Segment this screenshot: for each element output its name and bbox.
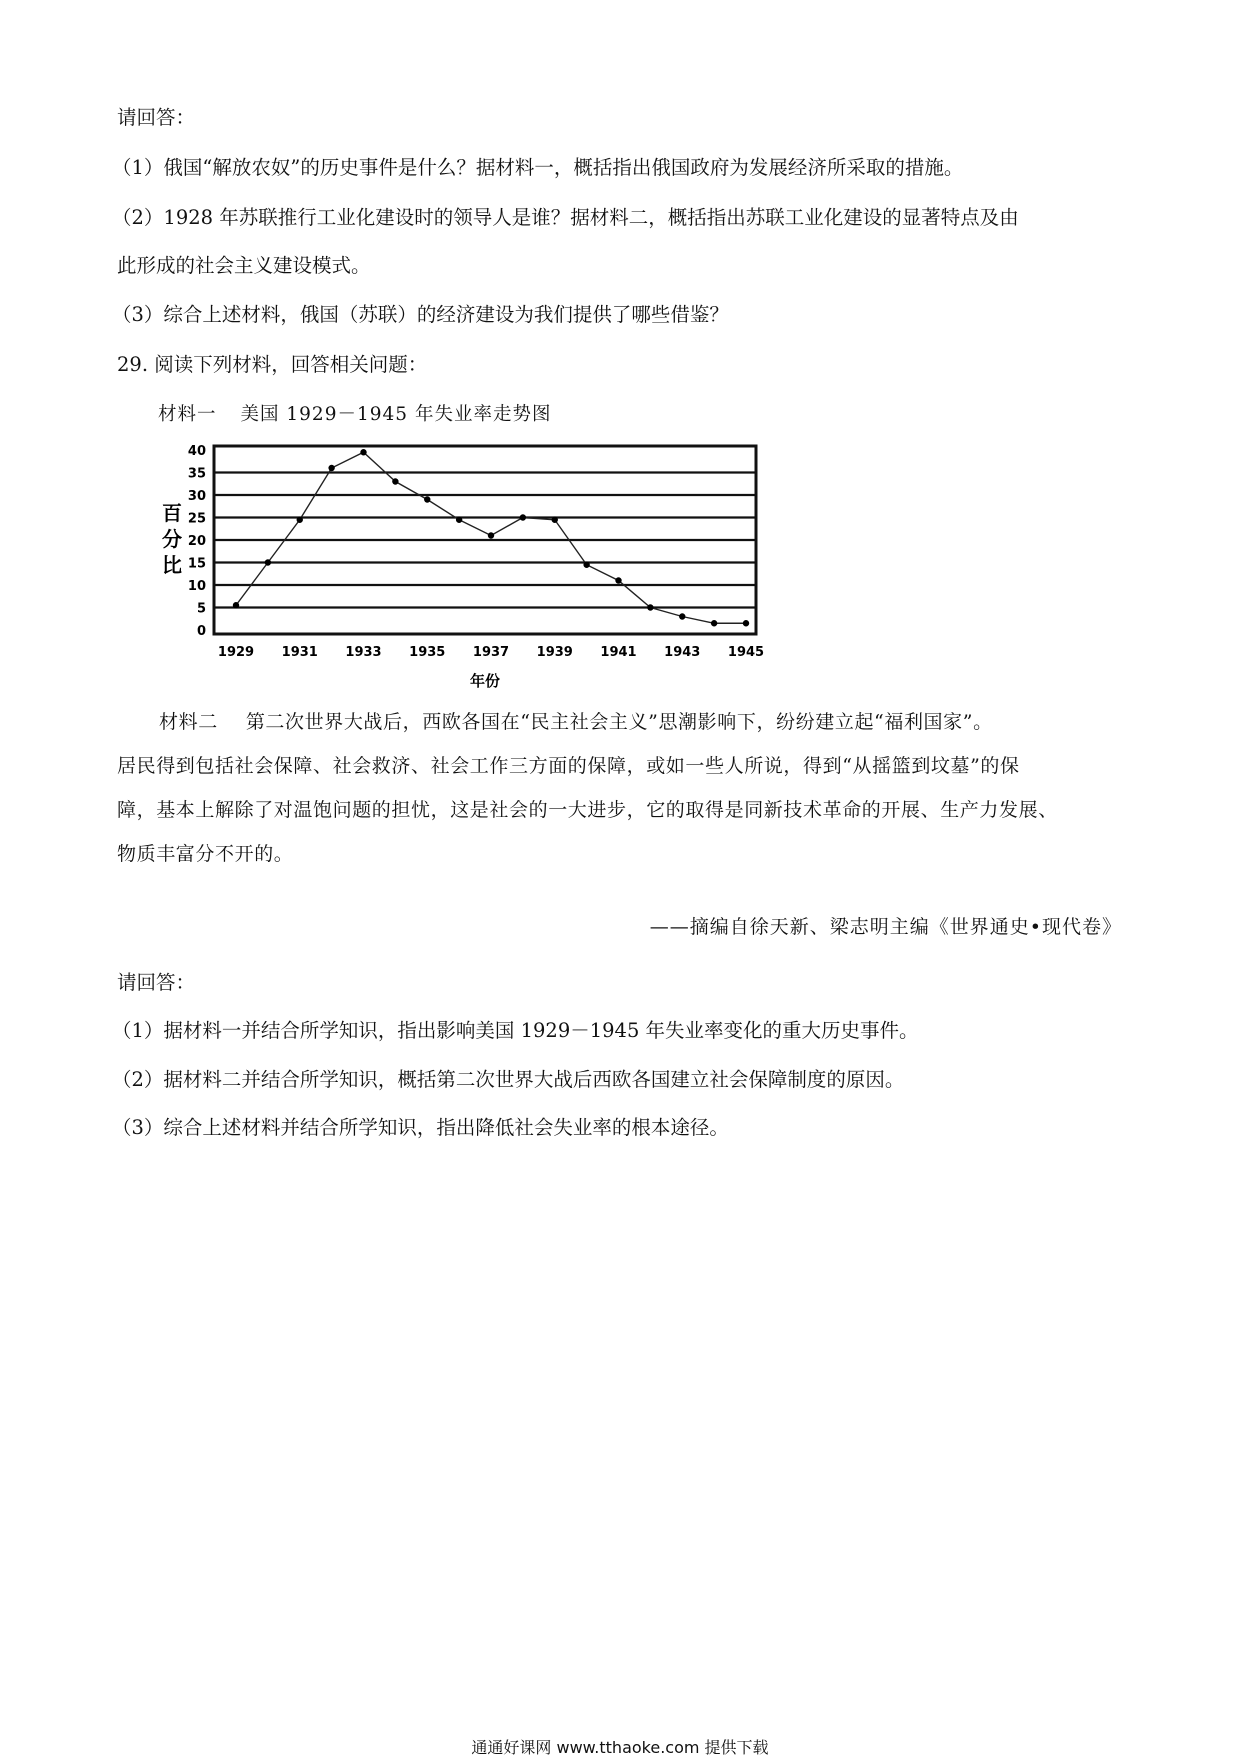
data-point <box>233 602 239 608</box>
question-29-1: （1）据材料一并结合所学知识，指出影响美国 1929－1945 年失业率变化的重大历史事件。 <box>112 1019 919 1042</box>
chart-grid <box>214 473 756 608</box>
material-2-line-3: 障，基本上解除了对温饱问题的担忧，这是社会的一大进步，它的取得是同新技术革命的开展、生产力发展、 <box>117 799 1058 821</box>
x-tick-label: 1939 <box>536 645 573 660</box>
y-axis-label <box>162 501 182 577</box>
data-point <box>488 532 494 538</box>
x-tick-label: 1931 <box>281 645 318 660</box>
answer-prompt-29: 请回答： <box>117 971 196 994</box>
data-point <box>552 517 558 523</box>
y-tick-label: 10 <box>187 579 206 594</box>
data-point <box>743 620 749 626</box>
data-point <box>711 620 717 626</box>
x-tick-label: 1943 <box>664 645 701 660</box>
y-tick-label: 0 <box>196 624 206 639</box>
y-tick-label: 15 <box>187 556 206 572</box>
data-point <box>265 559 271 565</box>
material-2-line-4: 物质丰富分不开的。 <box>117 843 294 865</box>
x-tick-label: 1941 <box>600 645 637 660</box>
material-2-source: ——摘编自徐天新、梁志明主编《世界通史•现代卷》 <box>649 916 1122 938</box>
x-tick-label: 1937 <box>472 645 510 660</box>
y-tick-label: 25 <box>187 511 206 527</box>
y-tick-labels <box>188 444 206 639</box>
question-28-2b: 此形成的社会主义建设模式。 <box>117 254 371 277</box>
material-2 <box>117 700 1132 876</box>
material-1-label: 材料一 <box>158 404 217 425</box>
y-tick-label: 20 <box>187 534 206 549</box>
data-point <box>583 562 589 568</box>
material-1-caption: 美国 1929－1945 年失业率走势图 <box>240 404 552 425</box>
x-tick-label: 1935 <box>409 645 446 660</box>
material-2-line-1 <box>117 700 1132 744</box>
svg-text:百分比: 百分比 <box>162 501 182 577</box>
data-point <box>424 496 430 502</box>
data-point <box>615 577 621 583</box>
data-point <box>647 604 653 610</box>
data-point <box>456 517 462 523</box>
question-28-3: （3）综合上述材料，俄国（苏联）的经济建设为我们提供了哪些借鉴？ <box>112 303 729 326</box>
question-29-2: （2）据材料二并结合所学知识，概括第二次世界大战后西欧各国建立社会保障制度的原因。 <box>112 1068 905 1091</box>
x-axis-label: 年份 <box>469 672 501 690</box>
x-tick-label: 1933 <box>345 645 382 660</box>
x-tick-labels <box>218 645 764 660</box>
material-2-line-2: 居民得到包括社会保障、社会救济、社会工作三方面的保障，或如一些人所说，得到“从摇篮到坟墓”的保 <box>117 755 1020 777</box>
data-point <box>360 449 366 455</box>
x-tick-label: 1929 <box>217 645 255 660</box>
x-tick-label: 1945 <box>727 645 765 660</box>
y-tick-label: 5 <box>196 601 206 617</box>
y-tick-label: 40 <box>187 444 206 459</box>
data-point <box>679 613 685 619</box>
data-point <box>328 465 334 471</box>
question-28-1: （1）俄国“解放农奴”的历史事件是什么？据材料一，概括指出俄国政府为发展经济所采取的措施。 <box>112 156 964 179</box>
data-point <box>392 478 398 484</box>
question-29-heading: 29. 阅读下列材料，回答相关问题： <box>117 353 428 376</box>
data-point <box>520 514 526 520</box>
material-1-title <box>158 400 551 426</box>
question-28-2a: （2）1928 年苏联推行工业化建设时的领导人是谁？据材料二，概括指出苏联工业化建设的显著特点及由 <box>112 206 1019 229</box>
y-tick-label: 30 <box>187 489 206 504</box>
question-29-3: （3）综合上述材料并结合所学知识，指出降低社会失业率的根本途径。 <box>112 1116 729 1139</box>
series-group <box>233 449 749 626</box>
answer-prompt-top: 请回答： <box>117 106 196 129</box>
material-2-text-1: 第二次世界大战后，西欧各国在“民主社会主义”思潮影响下，纷纷建立起“福利国家”。 <box>245 711 993 733</box>
data-point <box>297 517 303 523</box>
unemployment-chart <box>150 440 770 690</box>
page-footer: 通通好课网 www.tthaoke.com 提供下载 <box>471 1738 769 1757</box>
material-2-label: 材料二 <box>159 711 218 733</box>
y-tick-label: 35 <box>187 466 206 482</box>
